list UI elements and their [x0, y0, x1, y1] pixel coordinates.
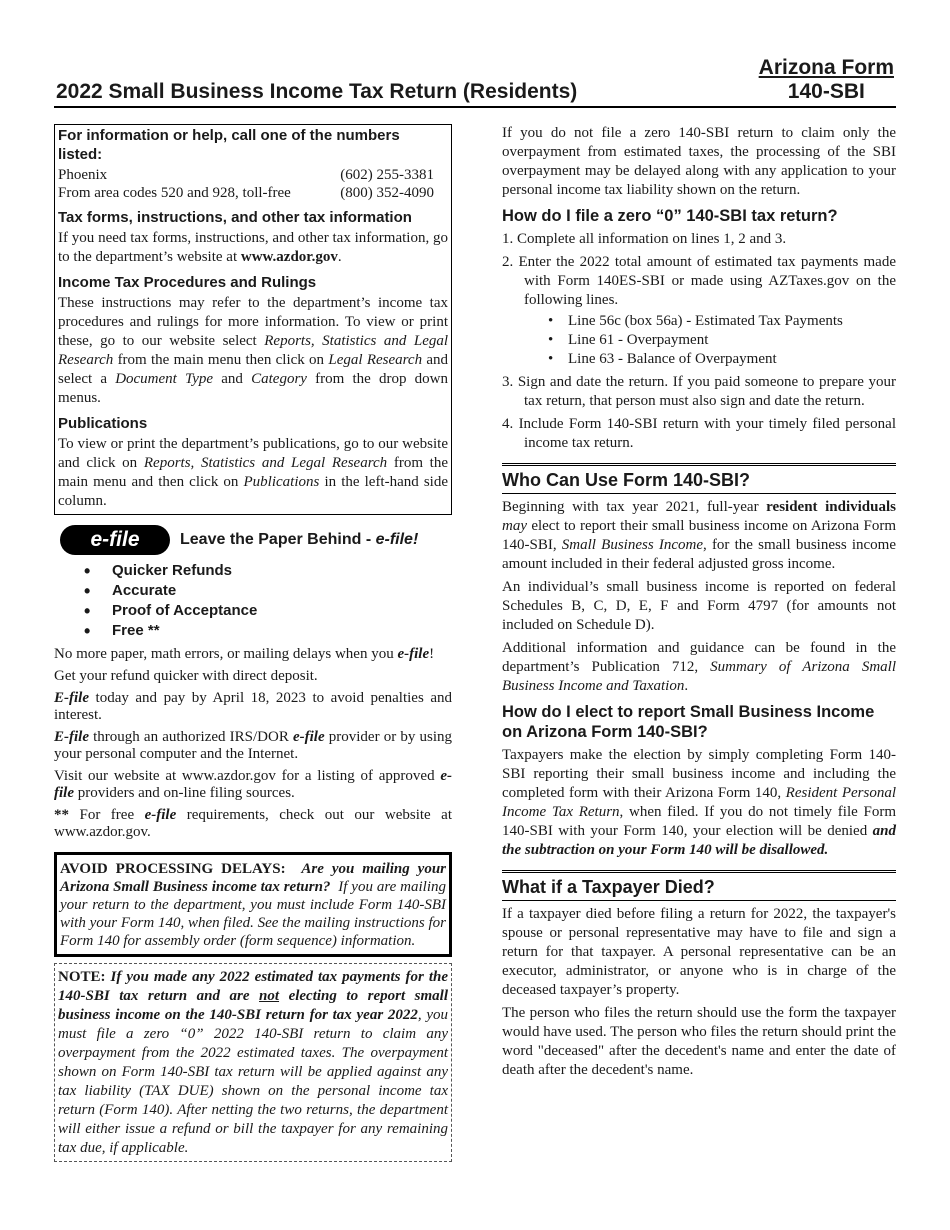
intro-paragraph: If you do not file a zero 140-SBI return to claim only the overpayment from estimated taxes, the processing of the SBI overpayment may be delayed along with any application to your personal income tax liability shown on the return. — [502, 125, 896, 198]
efile-paragraph: ** For free e-file requirements, check out our website at www.azdor.gov. — [54, 807, 452, 840]
died-heading: What if a Taxpayer Died? — [502, 870, 896, 901]
efile-benefits — [54, 561, 452, 641]
form-number — [759, 56, 894, 104]
help-heading: For information or help, call one of the numbers listed: — [58, 127, 400, 163]
list-item: • Line 56c (box 56a) - Estimated Tax Payments — [548, 312, 896, 331]
died-paragraph: The person who files the return should use the form the taxpayer would have used. The person who files the return should print the word "deceased" after the decedent's name and enter the date of death after the decedent's name. — [502, 1005, 896, 1078]
right-column — [502, 124, 896, 1080]
list-item: • Free ** — [84, 621, 452, 641]
list-item: • Line 63 - Balance of Overpayment — [548, 350, 896, 369]
died-paragraph: If a taxpayer died before filing a return for 2022, the taxpayer's spouse or personal representative may have to file and sign a return for that taxpayer. A personal representative can be an executor, administrator, or anyone who is in charge of the deceased taxpayer’s property. — [502, 906, 896, 998]
forms-heading: Tax forms, instructions, and other tax information — [58, 209, 412, 226]
who-paragraph: Additional information and guidance can be found in the department’s Publication 712, Summary of Arizona Small Business Income and Taxation. — [502, 640, 897, 694]
publications-heading: Publications — [58, 415, 148, 432]
list-item: • Line 61 - Overpayment — [548, 331, 896, 350]
efile-tagline: Leave the Paper Behind - e-file! — [180, 531, 419, 548]
efile-paragraph: Visit our website at www.azdor.gov for a listing of approved e-file providers and on-line filing sources. — [54, 768, 452, 801]
list-item: 1. Complete all information on lines 1, 2 and 3. — [502, 231, 787, 247]
form-label: Arizona Form — [758, 56, 894, 79]
info-box — [54, 124, 452, 515]
who-paragraph: Beginning with tax year 2021, full-year resident individuals may elect to report their small business income on Arizona Form 140-SBI, Small Business Income, for the small business income amount included in their federal adjusted gross income. — [502, 499, 897, 572]
elect-heading: How do I elect to report Small Business Income on Arizona Form 140-SBI? — [502, 703, 875, 741]
list-item: 4. Include Form 140-SBI return with your timely filed personal income tax return. — [502, 416, 896, 451]
who-paragraph: An individual’s small business income is reported on federal Schedules B, C, D, E, F and Form 4797 (for amounts not included on Schedule D). — [502, 579, 896, 633]
phone-row — [58, 166, 448, 184]
efile-logo: e-file — [60, 525, 170, 555]
line-list — [524, 312, 896, 369]
efile-paragraph: E-file through an authorized IRS/DOR e-file provider or by using your personal computer and the Internet. — [54, 729, 452, 762]
efile-paragraph: E-file today and pay by April 18, 2023 to avoid penalties and interest. — [54, 690, 452, 723]
efile-banner — [60, 525, 452, 555]
who-heading: Who Can Use Form 140-SBI? — [502, 463, 896, 494]
efile-paragraph: Get your refund quicker with direct deposit. — [54, 668, 318, 684]
elect-paragraph: Taxpayers make the election by simply completing Form 140-SBI reporting their small business income and including the completed form with their Arizona Form 140, Resident Personal Income Tax Return, when filed. If you do not timely file Form 140-SBI with your Form 140, your election will be denied and the subtraction on your Form 140 will be disallowed. — [502, 747, 897, 858]
phone-number: (800) 352-4090 — [340, 185, 434, 201]
list-item: • Proof of Acceptance — [84, 601, 452, 621]
phone-row — [58, 184, 448, 202]
header-rule — [54, 106, 896, 108]
note-box: NOTE: If you made any 2022 estimated tax payments for the 140-SBI tax return and are not electing to report small business income on the 140-SBI return for tax year 2022, you must file a zero “0” 2022 140-SBI return to claim any overpayment from the 2022 estimated taxes. The overpayment shown on Form 140-SBI tax return will be applied against any tax liability (TAX DUE) shown on the personal income tax return (Form 140). After netting the two returns, the department will either issue a refund or bill the taxpayer for any remaining tax due, if applicable. — [54, 963, 452, 1162]
phone-number: (602) 255-3381 — [340, 167, 434, 183]
list-item: • Accurate — [84, 581, 452, 601]
publications-text: To view or print the department’s publications, go to our website and click on Reports, Statistics and Legal Research from the main menu and then click on Publications in the left-hand side column. — [58, 436, 449, 509]
list-item: • Quicker Refunds — [84, 561, 452, 581]
left-column — [54, 124, 452, 1162]
avoid-delays-box: AVOID PROCESSING DELAYS: Are you mailing your Arizona Small Business income tax return? If you are mailing your return to the department, you must include Form 140-SBI with your Form 140, when filed. See the mailing instructions for Form 140 for assembly order (form sequence) information. — [54, 852, 452, 957]
page-title: 2022 Small Business Income Tax Return (Residents) — [56, 80, 578, 103]
forms-text: If you need tax forms, instructions, and other tax information, go to the department’s website at www.azdor.gov. — [58, 230, 448, 265]
form-id: 140-SBI — [787, 80, 865, 103]
zero-return-heading: How do I file a zero “0” 140-SBI tax return? — [502, 207, 838, 225]
rulings-text: These instructions may refer to the department’s income tax procedures and rulings for more information. To view or print these, go to our website select Reports, Statistics and Legal Research from the main menu then click on Legal Research and select a Document Type and Category from the drop down menus. — [58, 295, 449, 406]
rulings-heading: Income Tax Procedures and Rulings — [58, 274, 317, 291]
efile-paragraph: No more paper, math errors, or mailing delays when you e-file! — [54, 646, 435, 662]
phone-label: Phoenix — [58, 167, 108, 183]
zero-return-steps — [502, 230, 896, 453]
list-item: 2. Enter the 2022 total amount of estimated tax payments made with Form 140ES-SBI or made using AZTaxes.gov on the following lines. • Line 56c (box 56a) - Estimated Tax Payments • Line 61 - Overpayment • Line 63 - Balance of Overpayment — [502, 253, 896, 369]
list-item: 3. Sign and date the return. If you paid someone to prepare your tax return, that person must also sign and date the return. — [502, 374, 896, 409]
phone-label: From area codes 520 and 928, toll-free — [58, 185, 291, 201]
website-link[interactable]: www.azdor.gov — [240, 249, 338, 265]
